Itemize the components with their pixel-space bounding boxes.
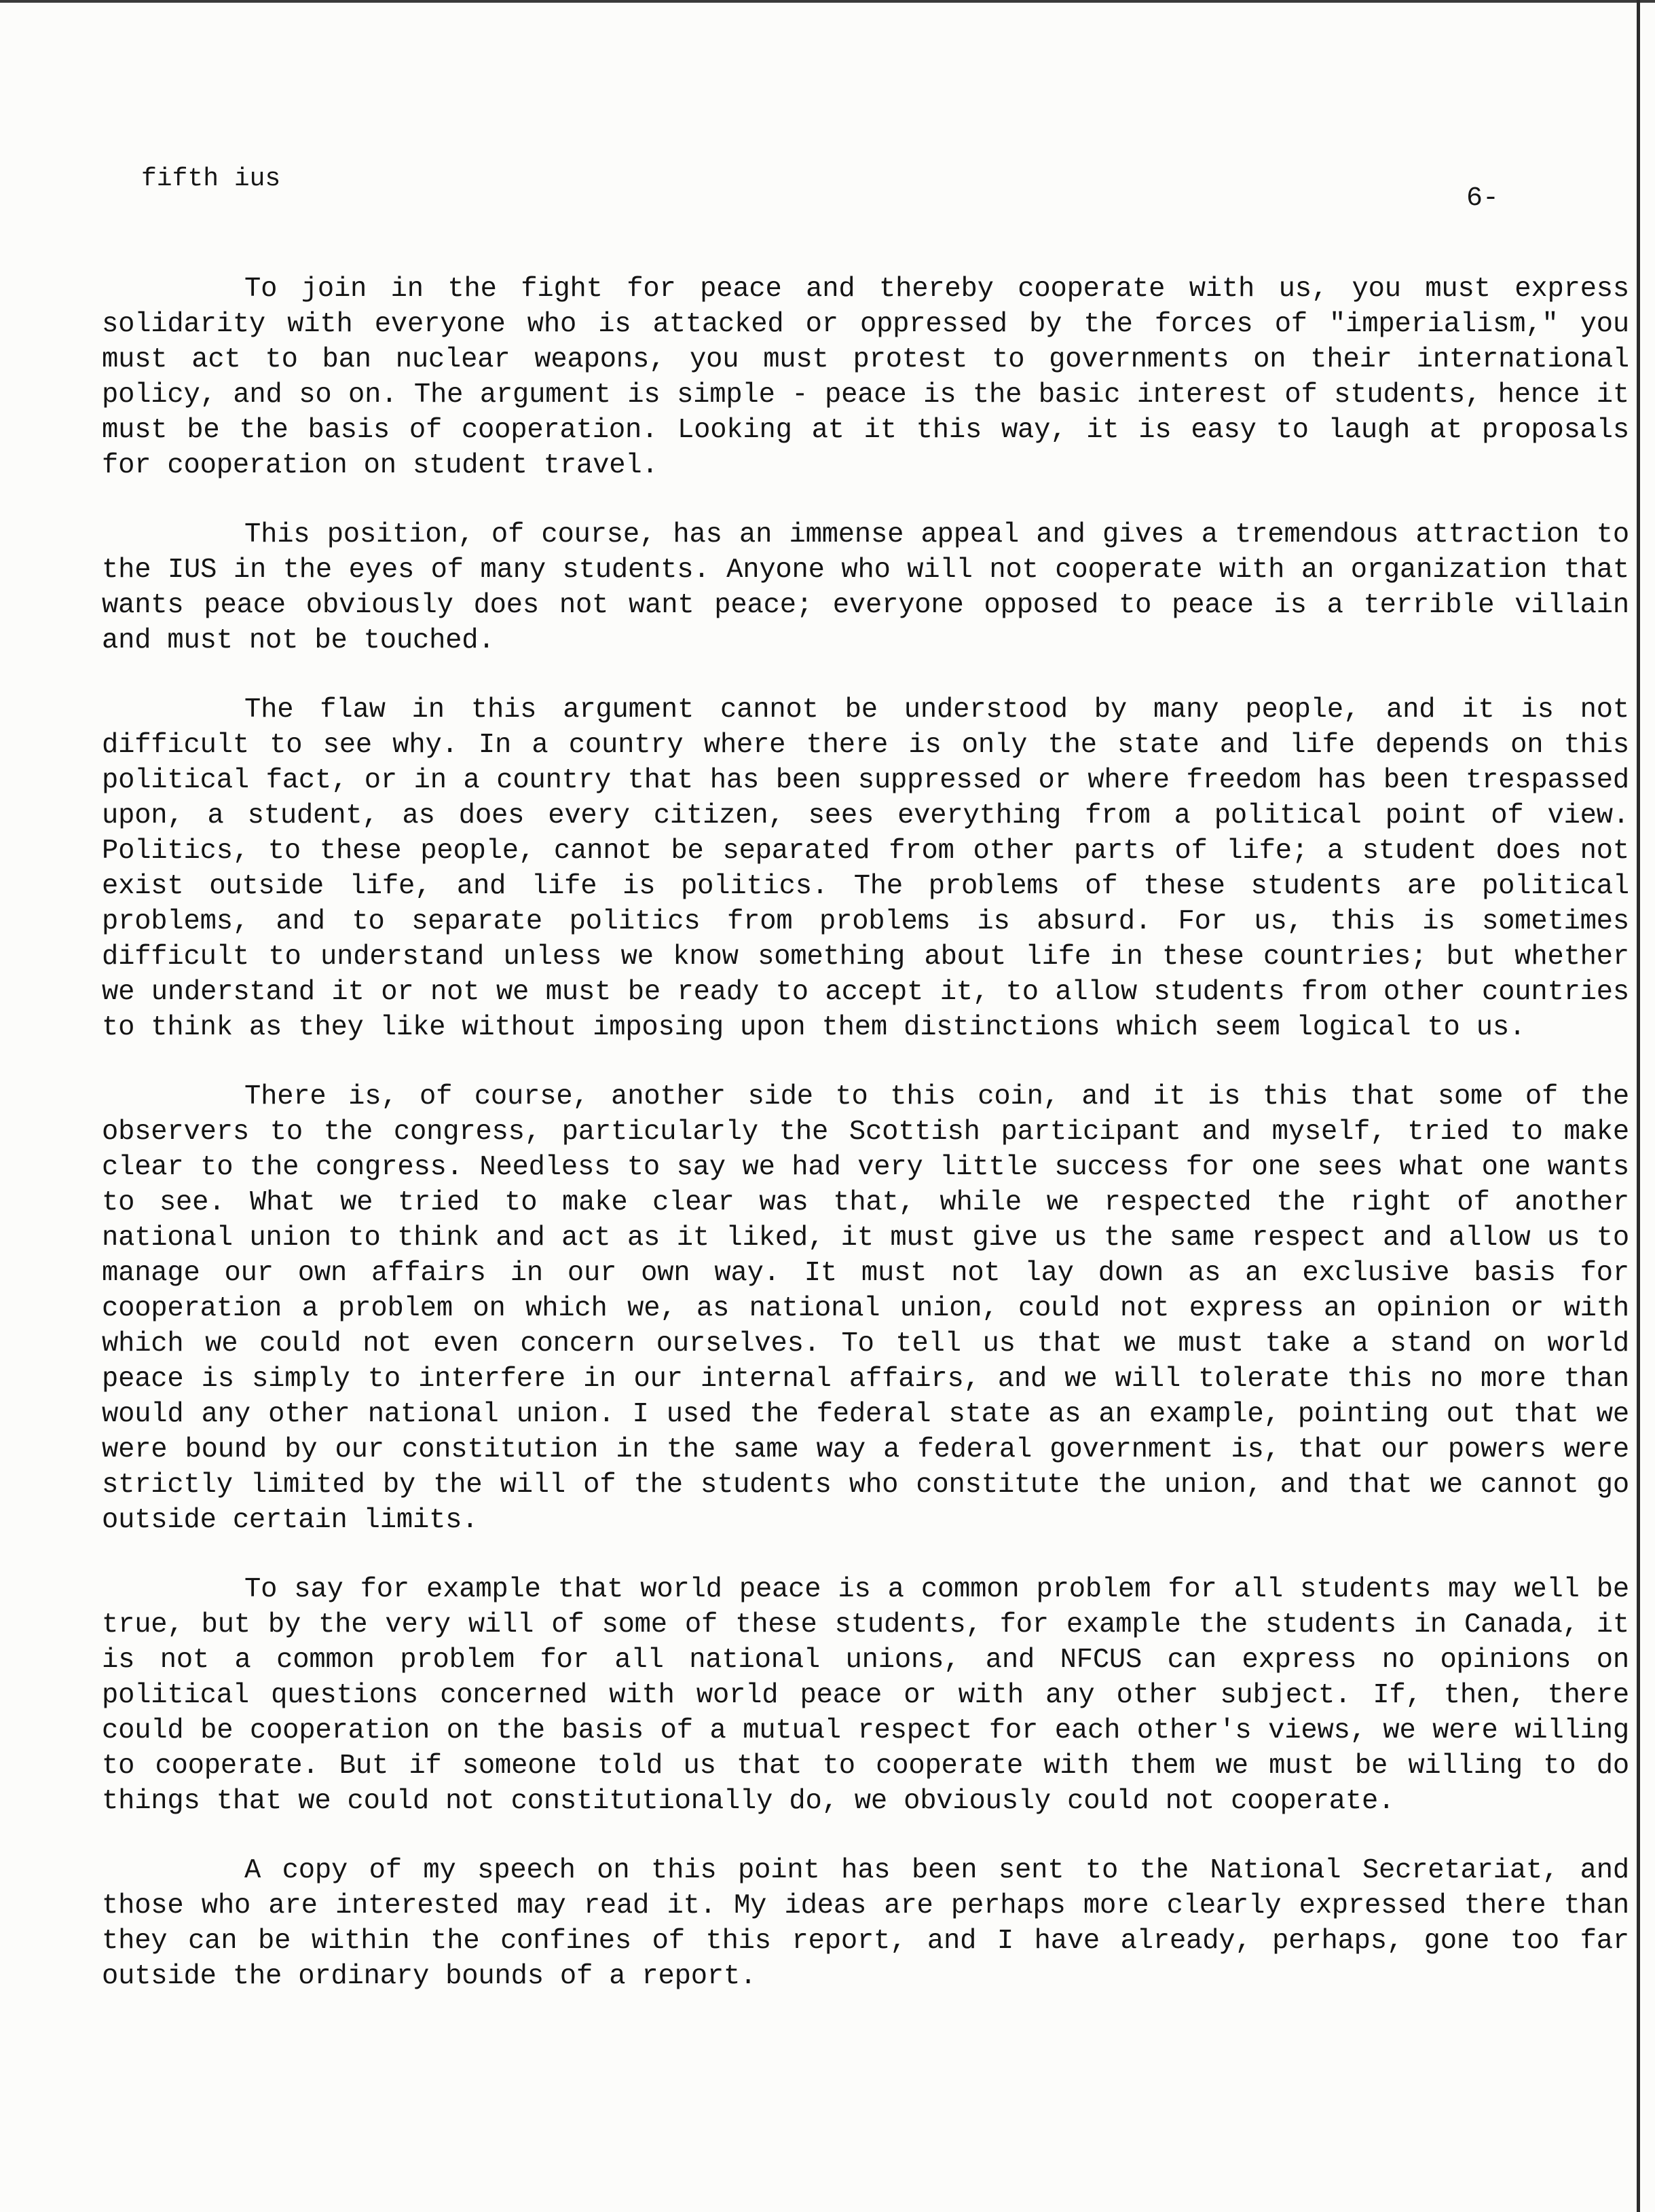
paragraph-6: A copy of my speech on this point has been sent to the National Secretariat, and those who are interested may read it. My ideas are perhaps more clearly expressed there than they can be within the confines of this report, and I have already, perhaps, gone too far outside the ordinary bounds of a report. xyxy=(102,1855,1629,1992)
paragraph-1: To join in the fight for peace and thereby cooperate with us, you must express solidarity with everyone who is attacked or oppressed by the forces of "imperialism," you must act to ban nuclear weapons, you must protest to governments on their international policy, and so on. The argument is simple - peace is the basic interest of students, hence it must be the basis of cooperation. Looking at it this way, it is easy to laugh at proposals for cooperation on student travel. xyxy=(102,274,1629,481)
document-header: fifth ius xyxy=(141,164,281,193)
document-body xyxy=(102,271,1629,2028)
paragraph-5: To say for example that world peace is a common problem for all students may well be true, but by the very will of some of these students, for example the students in Canada, it is not a common problem for all national unions, and NFCUS can express no opinions on political questions concerned with world peace or with any other subject. If, then, there could be cooperation on the basis of a mutual respect for each other's views, we were willing to cooperate. But if someone told us that to cooperate with them we must be willing to do things that we could not constitutionally do, we obviously could not cooperate. xyxy=(102,1574,1629,1817)
top-edge-line xyxy=(0,0,1655,3)
right-edge-line xyxy=(1637,0,1640,2212)
paragraph-2: This position, of course, has an immense appeal and gives a tremendous attraction to the IUS in the eyes of many students. Anyone who will not cooperate with an organization that wants peace obviously does not want peace; everyone opposed to peace is a terrible villain and must not be touched. xyxy=(102,519,1629,656)
paragraph-4: There is, of course, another side to this coin, and it is this that some of the observers to the congress, particularly the Scottish participant and myself, tried to make clear to the congress. Needless to say we had very little success for one sees what one wants to see. What we tried to make clear was that, while we respected the right of another national union to think and act as it liked, it must give us the same respect and allow us to manage our own affairs in our own way. It must not lay down as an exclusive basis for cooperation a problem on which we, as national union, could not express an opinion or with which we could not even concern ourselves. To tell us that we must take a stand on world peace is simply to interfere in our internal affairs, and we will tolerate this no more than would any other national union. I used the federal state as an example, pointing out that we were bound by our constitution in the same way a federal government is, that our powers were strictly limited by the will of the students who constitute the union, and that we cannot go outside certain limits. xyxy=(102,1081,1629,1536)
paragraph-3: The flaw in this argument cannot be understood by many people, and it is not difficult to see why. In a country where there is only the state and life depends on this political fact, or in a country that has been suppressed or where freedom has been trespassed upon, a student, as does every citizen, sees everything from a political point of view. Politics, to these people, cannot be separated from other parts of life; a student does not exist outside life, and life is politics. The problems of these students are political problems, and to separate politics from problems is absurd. For us, this is sometimes difficult to understand unless we know something about life in these countries; but whether we understand it or not we must be ready to accept it, to allow students from other countries to think as they like without imposing upon them distinctions which seem logical to us. xyxy=(102,694,1629,1043)
page-number: 6- xyxy=(1466,183,1500,214)
